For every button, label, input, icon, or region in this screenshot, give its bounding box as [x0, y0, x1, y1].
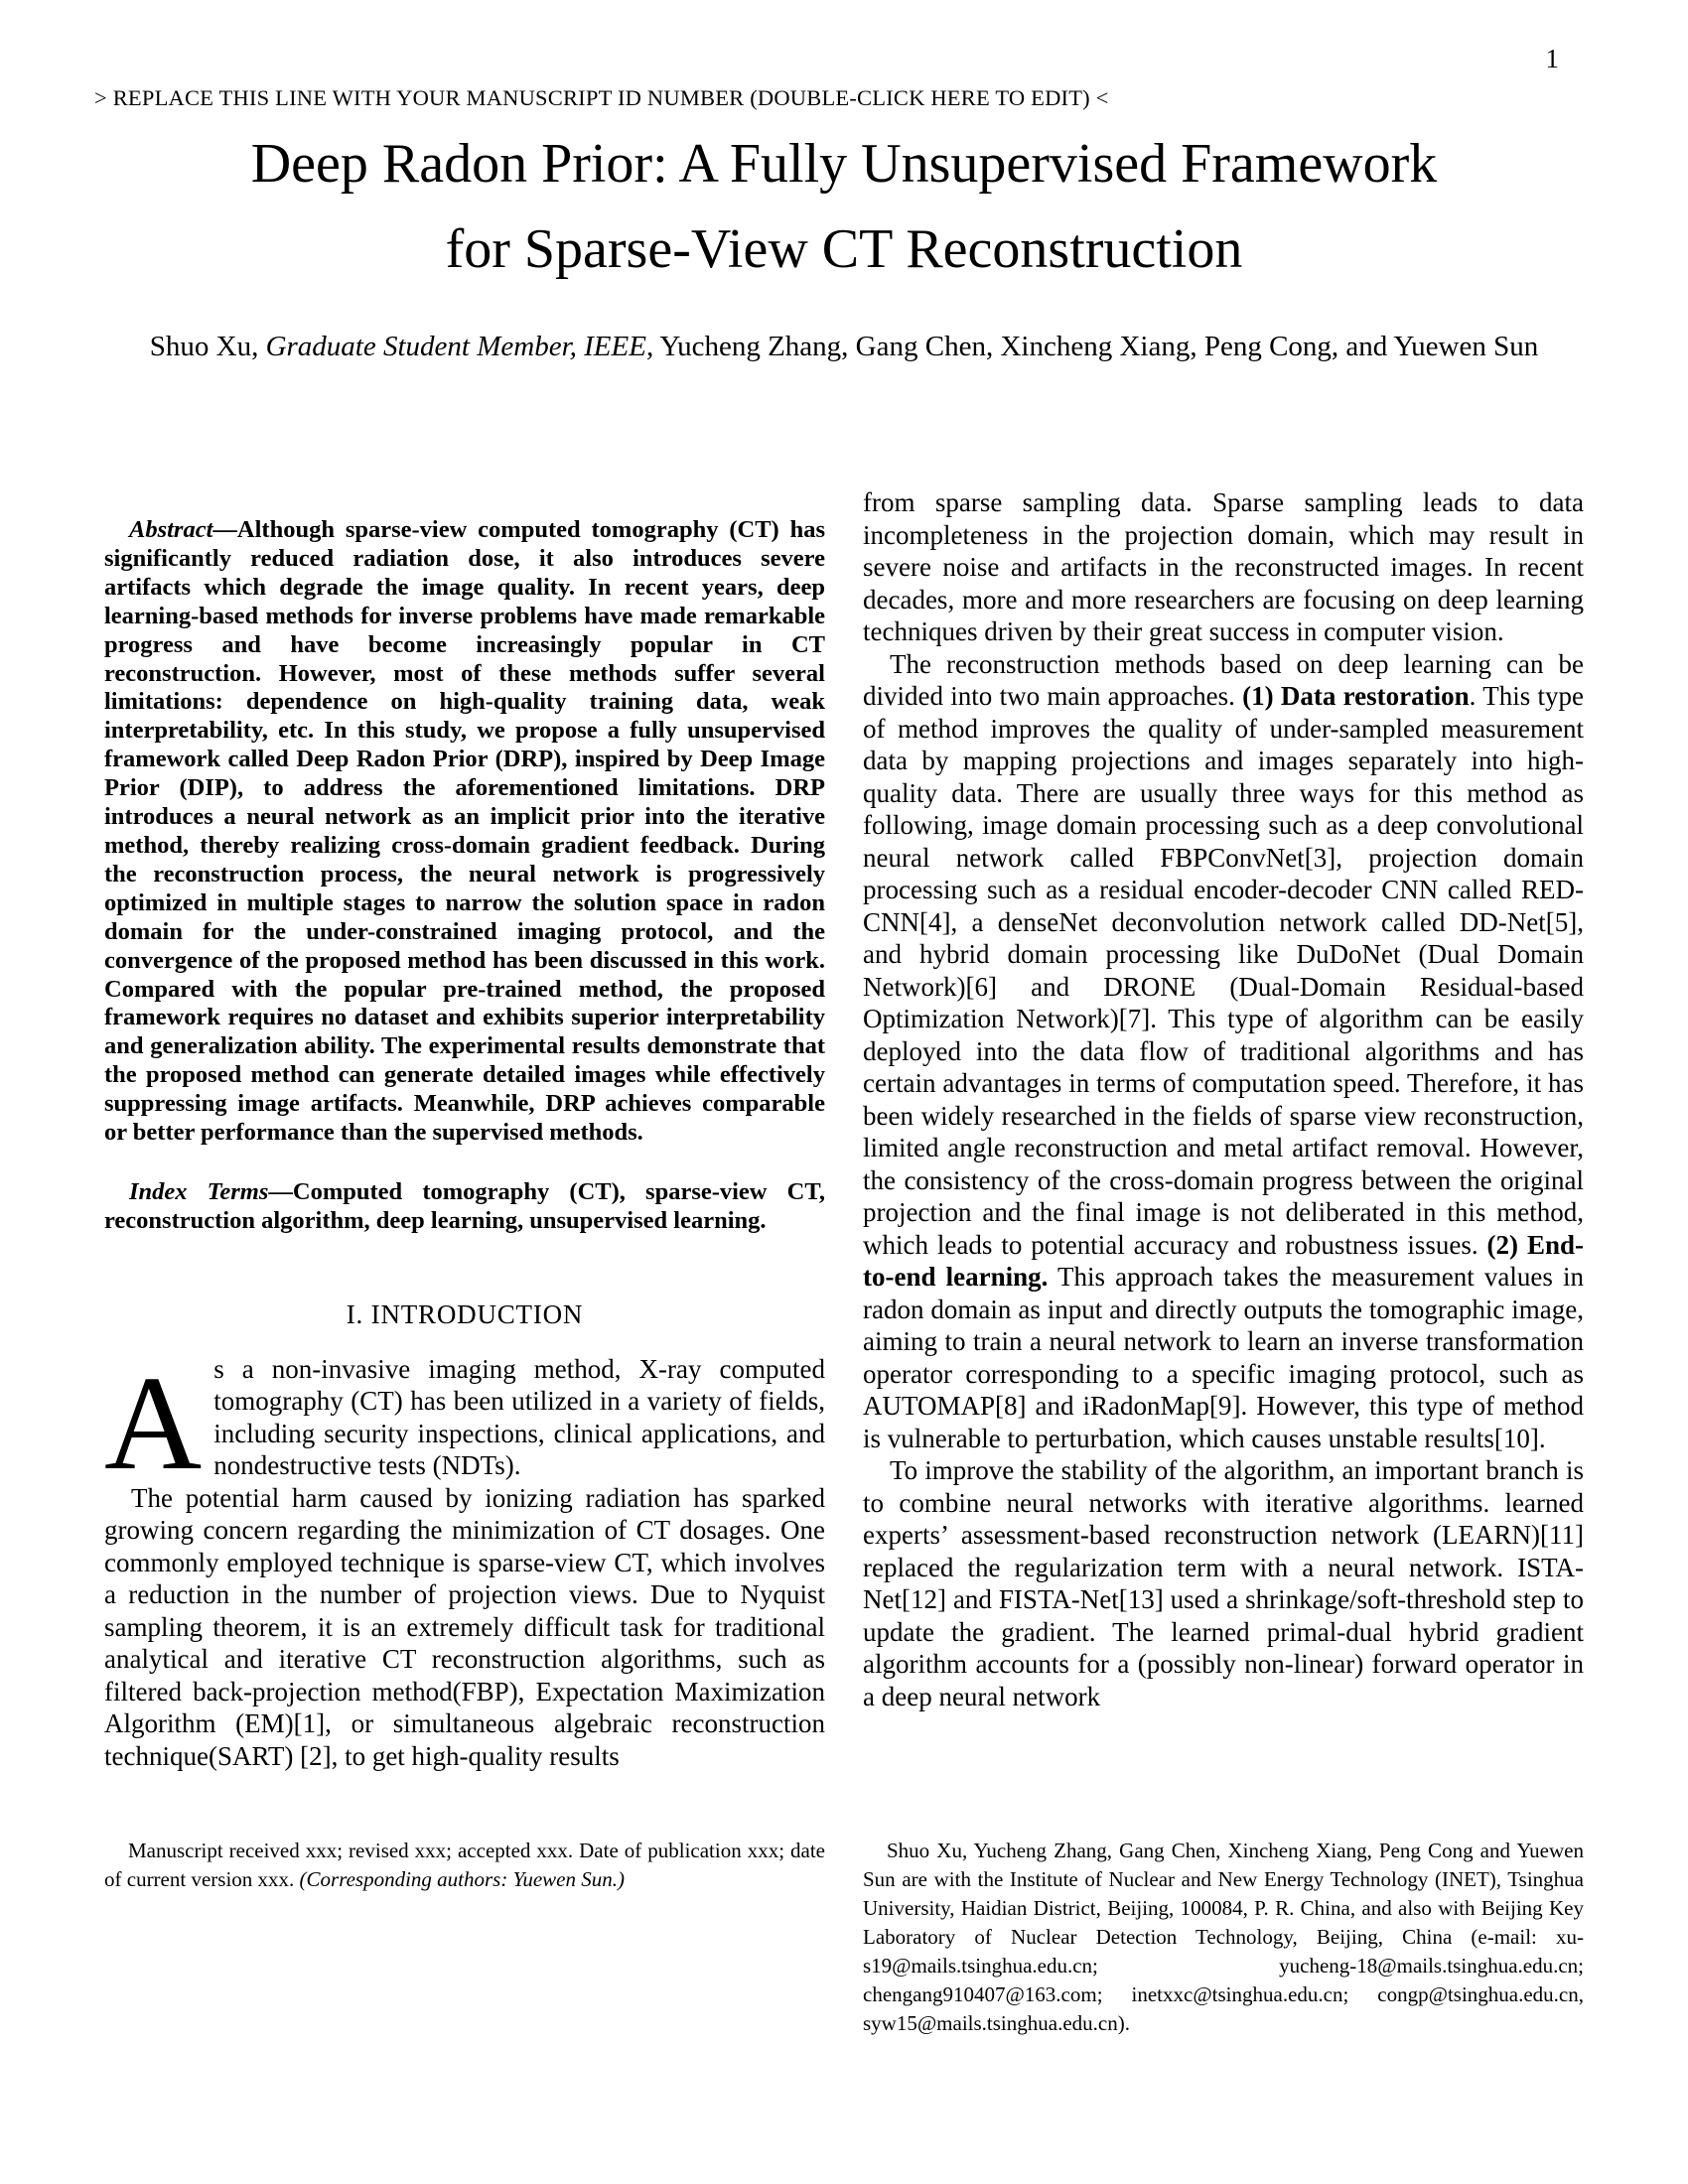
- index-terms-label: Index Terms: [129, 1177, 269, 1205]
- footnote-right: Shuo Xu, Yucheng Zhang, Gang Chen, Xincheng Xiang, Peng Cong and Yuewen Sun are with the Institute of Nuclear and New Energy Technology (INET), Tsinghua University, Haidian District, Beijing, 100084, P. R. China, and also with Beijing Key Laboratory of Nuclear Detection Technology, Beijing, China (e-mail: xu-s19@mails.tsinghua.edu.cn; yucheng-18@mails.tsinghua.edu.cn; chengang910407@163.com; inetxxc@tsinghua.edu.cn; congp@tsinghua.edu.cn, syw15@mails.tsinghua.edu.cn).: [863, 1839, 1584, 2035]
- intro-paragraph-4: To improve the stability of the algorithm, an important branch is to combine neural networks with iterative algorithms. learned experts’ assessment-based reconstruction network (LEARN)[11] replaced the regularization term with a neural network. ISTA-Net[12] and FISTA-Net[13] used a shrinkage/soft-threshold step to update the gradient. The learned primal-dual hybrid gradient algorithm accounts for a (possibly non-linear) forward operator in a deep neural network: [863, 1455, 1584, 1711]
- index-terms-paragraph: [104, 1178, 825, 1236]
- section-heading-introduction: I. INTRODUCTION: [346, 1298, 584, 1329]
- drop-cap: A: [104, 1348, 203, 1498]
- paper-title-line2: for Sparse-View CT Reconstruction: [445, 218, 1243, 280]
- intro-paragraph-1-text: s a non-invasive imaging method, X-ray computed tomography (CT) has been utilized in a variety of fields, including security inspections, clinical applications, and nondestructive tests (NDTs).: [213, 1353, 825, 1481]
- intro-paragraph-dropcap: [104, 1348, 825, 1498]
- data-restoration-label: (1) Data restoration: [1242, 681, 1470, 711]
- column-left: [104, 486, 825, 2075]
- intro-paragraph-3-lead: The reconstruction methods based on deep learning can be divided into two main approaches.: [863, 648, 1584, 711]
- page-number: 1: [1545, 44, 1559, 73]
- index-terms-body: —Computed tomography (CT), sparse-view CT, reconstruction algorithm, deep learning, unsupervised learning.: [104, 1177, 825, 1234]
- footnote-left: [104, 1837, 825, 1894]
- paper-title-line1: Deep Radon Prior: A Fully Unsupervised Framework: [250, 133, 1438, 195]
- author-lead: Shuo Xu,: [149, 331, 266, 362]
- footnote-left-main: Manuscript received xxx; revised xxx; accepted xxx. Date of publication xxx; date of current version xxx.: [104, 1839, 825, 1891]
- intro-paragraph-2: The potential harm caused by ionizing radiation has sparked growing concern regarding the minimization of CT dosages. One commonly employed technique is sparse-view CT, which involves a reduction in the number of projection views. Due to Nyquist sampling theorem, it is an extremely difficult task for traditional analytical and iterative CT reconstruction algorithms, such as filtered back-projection method(FBP), Expectation Maximization Algorithm (EM)[1], or simultaneous algebraic reconstruction technique(SART) [2], to get high-quality results: [104, 1482, 825, 1771]
- author-line: [149, 328, 1539, 366]
- column-right: [863, 486, 1584, 2075]
- footnote-left-corresponding: (Corresponding authors: Yuewen Sun.): [299, 1867, 625, 1891]
- intro-paragraph-3: [863, 648, 1584, 1455]
- author-rest: , Yucheng Zhang, Gang Chen, Xincheng Xiang, Peng Cong, and Yuewen Sun: [645, 331, 1539, 362]
- paper-title: [99, 121, 1589, 292]
- two-column-body: [104, 486, 1584, 2075]
- running-header: > REPLACE THIS LINE WITH YOUR MANUSCRIPT ID NUMBER (DOUBLE-CLICK HERE TO EDIT) <: [94, 85, 1109, 110]
- intro-paragraph-3-rest: This approach takes the measurement values in radon domain as input and directly outputs the tomographic image, aiming to train a neural network to learn an inverse transformation operator corresponding to a specific imaging protocol, such as AUTOMAP[8] and iRadonMap[9]. However, this type of method is vulnerable to perturbation, which causes unstable results[10].: [863, 1262, 1584, 1453]
- intro-paragraph-3-mid: . This type of method improves the quality of under-sampled measurement data by mapping projections and images separately into high-quality data. There are usually three ways for this method as following, image domain processing such as a deep convolutional neural network called FBPConvNet[3], projection domain processing such as a residual encoder-decoder CNN called RED-CNN[4], a denseNet deconvolution network called DD-Net[5], and hybrid domain processing like DuDoNet (Dual Domain Network)[6] and DRONE (Dual-Domain Residual-based Optimization Network)[7]. This type of algorithm can be easily deployed into the data flow of traditional algorithms and has certain advantages in terms of computation speed. Therefore, it has been widely researched in the fields of sparse view reconstruction, limited angle reconstruction and metal artifact removal. However, the consistency of the cross-domain progress between the original projection and the final image is not deliberated in this method, which leads to potential accuracy and robustness issues.: [863, 681, 1584, 1260]
- end-to-end-learning-label: (2) End-to-end learning.: [863, 1229, 1584, 1292]
- abstract-paragraph: [104, 516, 825, 1148]
- author-membership: Graduate Student Member, IEEE: [265, 331, 646, 362]
- abstract-body: —Although sparse-view computed tomography (CT) has significantly reduced radiation dose, it also introduces severe artifacts which degrade the image quality. In recent years, deep learning-based methods for inverse problems have made remarkable progress and have become increasingly popular in CT reconstruction. However, most of these methods suffer several limitations: dependence on high-quality training data, weak interpretability, etc. In this study, we propose a fully unsupervised framework called Deep Radon Prior (DRP), inspired by Deep Image Prior (DIP), to address the aforementioned limitations. DRP introduces a neural network as an implicit prior into the iterative method, thereby realizing cross-domain gradient feedback. During the reconstruction process, the neural network is progressively optimized in multiple stages to narrow the solution space in radon domain for the under-constrained imaging protocol, and the convergence of the proposed method has been discussed in this work. Compared with the popular pre-trained method, the proposed framework requires no dataset and exhibits superior interpretability and generalization ability. The experimental results demonstrate that the proposed method can generate detailed images while effectively suppressing image artifacts. Meanwhile, DRP achieves comparable or better performance than the supervised methods.: [104, 516, 825, 1147]
- intro-paragraph-2-continued: from sparse sampling data. Sparse sampling leads to data incompleteness in the projection domain, which may result in severe noise and artifacts in the reconstructed images. In recent decades, more and more researchers are focusing on deep learning techniques driven by their great success in computer vision.: [863, 487, 1584, 646]
- abstract-label: Abstract: [129, 516, 213, 543]
